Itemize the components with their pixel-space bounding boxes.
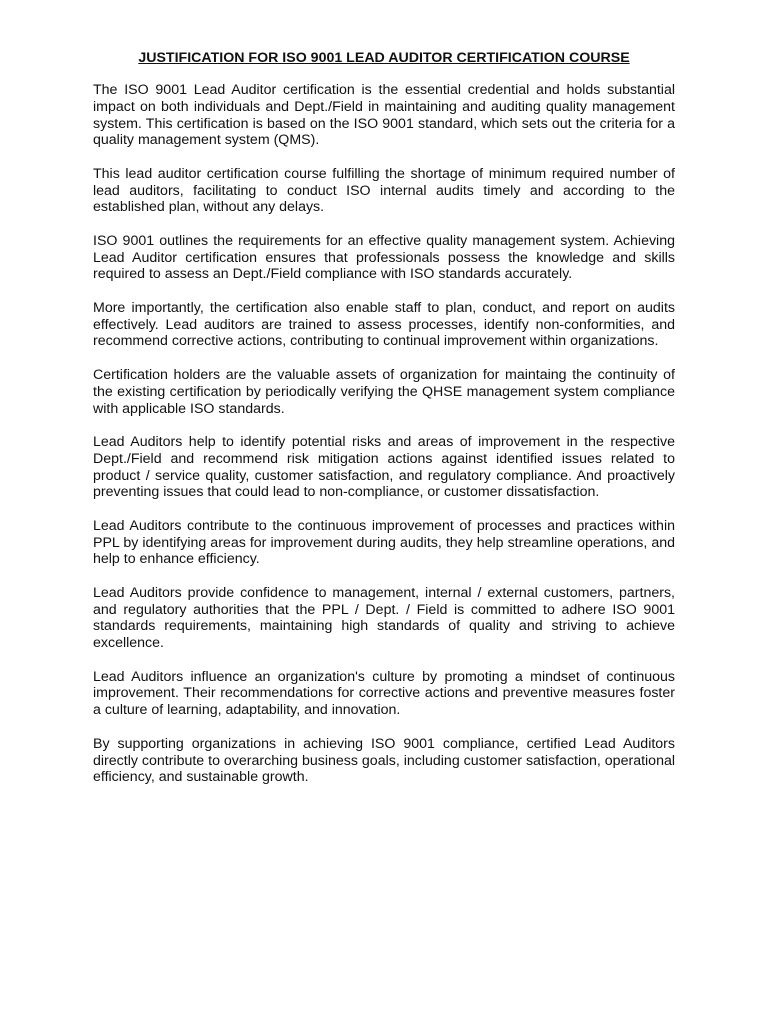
paragraph-2: This lead auditor certification course fulfilling the shortage of minimum required number of lead auditors, facilitating to conduct ISO internal audits timely and according to the established plan, without any delays.: [93, 165, 675, 216]
paragraph-10: By supporting organizations in achieving ISO 9001 compliance, certified Lead Auditors directly contribute to overarching business goals, including customer satisfaction, operational efficiency, and sustainable growth.: [93, 735, 675, 786]
paragraph-8: Lead Auditors provide confidence to management, internal / external customers, partners, and regulatory authorities that the PPL / Dept. / Field is committed to adhere ISO 9001 standards requirements, maintaining high standards of quality and striving to achieve excellence.: [93, 584, 675, 652]
paragraph-9: Lead Auditors influence an organization's culture by promoting a mindset of continuous improvement. Their recommendations for corrective actions and preventive measures foster a culture of learning, adaptability, and innovation.: [93, 668, 675, 719]
paragraph-5: Certification holders are the valuable assets of organization for maintaing the continuity of the existing certification by periodically verifying the QHSE management system compliance with applicable ISO standards.: [93, 366, 675, 417]
document-page: [93, 50, 675, 803]
paragraph-3: ISO 9001 outlines the requirements for an effective quality management system. Achieving Lead Auditor certification ensures that professionals possess the knowledge and skills required to assess an Dept./Field compliance with ISO standards accurately.: [93, 232, 675, 283]
document-title: JUSTIFICATION FOR ISO 9001 LEAD AUDITOR CERTIFICATION COURSE: [138, 50, 630, 66]
paragraph-1: The ISO 9001 Lead Auditor certification is the essential credential and holds substantial impact on both individuals and Dept./Field in maintaining and auditing quality management system. This certification is based on the ISO 9001 standard, which sets out the criteria for a quality management system (QMS).: [93, 81, 675, 149]
paragraph-4: More importantly, the certification also enable staff to plan, conduct, and report on audits effectively. Lead auditors are trained to assess processes, identify non-conformities, and recommend corrective actions, contributing to continual improvement within organizations.: [93, 299, 675, 350]
paragraph-6: Lead Auditors help to identify potential risks and areas of improvement in the respective Dept./Field and recommend risk mitigation actions against identified issues related to product / service quality, customer satisfaction, and regulatory compliance. And proactively preventing issues that could lead to non-compliance, or customer dissatisfaction.: [93, 433, 675, 501]
paragraph-7: Lead Auditors contribute to the continuous improvement of processes and practices within PPL by identifying areas for improvement during audits, they help streamline operations, and help to enhance efficiency.: [93, 517, 675, 568]
